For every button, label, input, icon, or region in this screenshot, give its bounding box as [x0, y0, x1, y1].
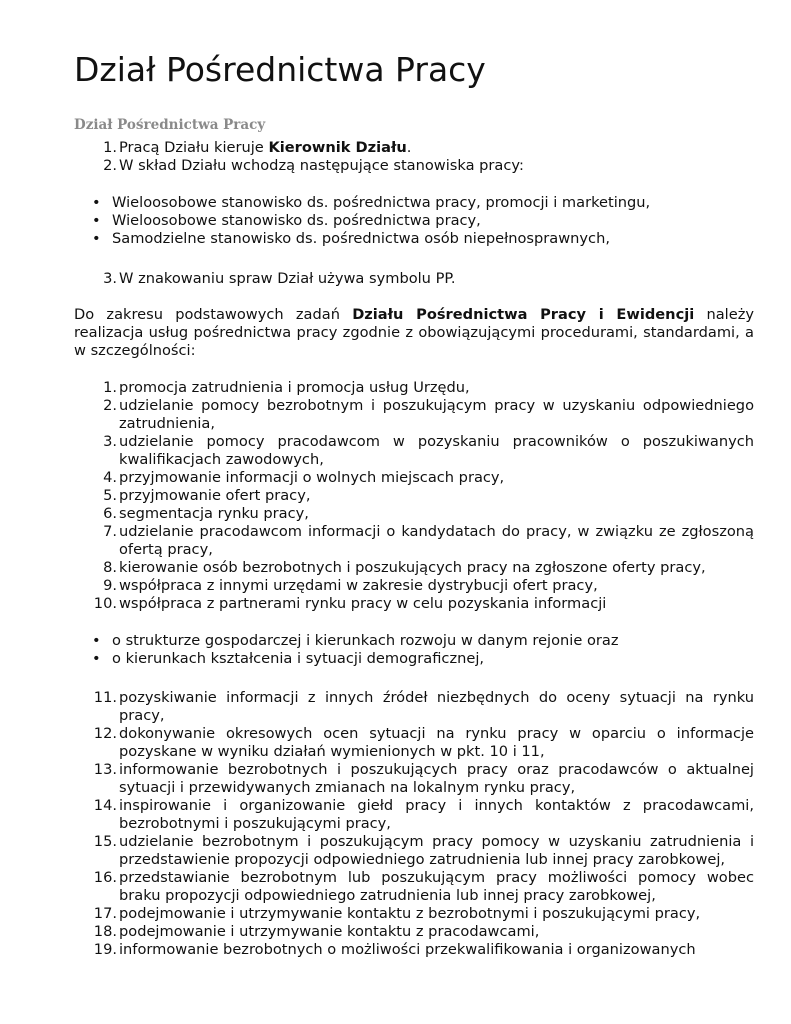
- bullet-item: [74, 650, 754, 668]
- bullet-item: [74, 212, 754, 230]
- list-number: 2.: [103, 397, 117, 414]
- page-title: Dział Pośrednictwa Pracy: [74, 50, 486, 89]
- bullet-icon: •: [92, 230, 101, 247]
- list-item: [74, 869, 754, 905]
- list-number: 18.: [93, 923, 117, 940]
- list-number: 3.: [103, 433, 117, 450]
- bullet-item: [74, 194, 754, 212]
- paragraph-text-start: Do zakresu podstawowych zadań: [74, 306, 353, 323]
- bullet-text: Wieloosobowe stanowisko ds. pośrednictwa pracy, promocji i marketingu,: [112, 194, 651, 211]
- info-bullet-list: [74, 632, 754, 668]
- task-text: przyjmowanie informacji o wolnych miejscach pracy,: [119, 469, 505, 486]
- list-number: 3.: [103, 270, 117, 287]
- list-item-text: W skład Działu wchodzą następujące stanowiska pracy:: [119, 157, 524, 174]
- list-number: 1.: [103, 379, 117, 396]
- bullet-icon: •: [92, 194, 101, 211]
- list-item: [74, 833, 754, 869]
- scope-paragraph: [74, 306, 754, 360]
- positions-list: [74, 194, 754, 248]
- list-number: 1.: [103, 139, 117, 156]
- list-item: [74, 469, 754, 487]
- bullet-item: [74, 230, 754, 248]
- list-item-text: W znakowaniu spraw Dział używa symbolu PP.: [119, 270, 456, 287]
- list-item: [74, 725, 754, 761]
- tasks-list-11-19: [74, 689, 754, 959]
- list-number: 14.: [93, 797, 117, 814]
- list-number: 2.: [103, 157, 117, 174]
- list-item: [74, 577, 754, 595]
- department-name-bold: Działu Pośrednictwa Pracy i Ewidencji: [352, 306, 695, 323]
- bullet-icon: •: [92, 650, 101, 667]
- bullet-text: o kierunkach kształcenia i sytuacji demograficznej,: [112, 650, 485, 667]
- list-item: [74, 923, 754, 941]
- list-number: 12.: [93, 725, 117, 742]
- task-text: informowanie bezrobotnych i poszukujących pracy oraz pracodawców o aktualnej sytuacji i przewidywanych zmianach na lokalnym rynku pracy,: [119, 761, 754, 796]
- task-text: udzielanie pomocy pracodawcom w pozyskaniu pracowników o poszukiwanych kwalifikacjach zawodowych,: [119, 433, 754, 468]
- list-number: 4.: [103, 469, 117, 486]
- paragraph-text-end: należy realizacja usług pośrednictwa pracy zgodnie z obowiązującymi procedurami, standardami, a w szczególności:: [74, 306, 754, 359]
- list-item: [74, 379, 754, 397]
- task-text: współpraca z partnerami rynku pracy w celu pozyskania informacji: [119, 595, 607, 612]
- task-text: współpraca z innymi urzędami w zakresie dystrybucji ofert pracy,: [119, 577, 598, 594]
- task-text: przedstawianie bezrobotnym lub poszukującym pracy możliwości pomocy wobec braku propozycji odpowiedniego zatrudnienia lub innej pracy zarobkowej,: [119, 869, 754, 904]
- list-number: 19.: [93, 941, 117, 958]
- list-number: 16.: [93, 869, 117, 886]
- bullet-text: o strukturze gospodarczej i kierunkach rozwoju w danym rejonie oraz: [112, 632, 619, 649]
- list-item: [74, 523, 754, 559]
- task-text: segmentacja rynku pracy,: [119, 505, 309, 522]
- list-number: 5.: [103, 487, 117, 504]
- list-item: [74, 761, 754, 797]
- list-item: [74, 905, 754, 923]
- task-text: udzielanie pomocy bezrobotnym i poszukującym pracy w uzyskaniu odpowiedniego zatrudnienia,: [119, 397, 754, 432]
- task-text: dokonywanie okresowych ocen sytuacji na rynku pracy w oparciu o informacje pozyskane w wyniku działań wymienionych w pkt. 10 i 11,: [119, 725, 754, 760]
- list-number: 17.: [93, 905, 117, 922]
- task-text: przyjmowanie ofert pracy,: [119, 487, 311, 504]
- list-item-text: Pracą Działu kieruje: [119, 139, 269, 156]
- list-number: 9.: [103, 577, 117, 594]
- bullet-item: [74, 632, 754, 650]
- list-number: 15.: [93, 833, 117, 850]
- list-item: [74, 689, 754, 725]
- list-item: [74, 505, 754, 523]
- list-item-text-end: .: [406, 139, 412, 156]
- list-item: [74, 157, 754, 175]
- list-item-bold: Kierownik Działu: [268, 139, 407, 156]
- bullet-text: Samodzielne stanowisko ds. pośrednictwa osób niepełnosprawnych,: [112, 230, 610, 247]
- task-text: kierowanie osób bezrobotnych i poszukujących pracy na zgłoszone oferty pracy,: [119, 559, 706, 576]
- bullet-icon: •: [92, 632, 101, 649]
- task-text: udzielanie pracodawcom informacji o kandydatach do pracy, w związku ze zgłoszoną ofertą pracy,: [119, 523, 754, 558]
- list-item: [74, 595, 754, 613]
- list-number: 11.: [93, 689, 117, 706]
- intro-list: [74, 139, 754, 175]
- task-text: promocja zatrudnienia i promocja usług Urzędu,: [119, 379, 470, 396]
- task-text: inspirowanie i organizowanie giełd pracy i innych kontaktów z pracodawcami, bezrobotnymi i poszukującymi pracy,: [119, 797, 754, 832]
- list-item: [74, 397, 754, 433]
- task-text: informowanie bezrobotnych o możliwości przekwalifikowania i organizowanych: [119, 941, 696, 958]
- task-text: pozyskiwanie informacji z innych źródeł niezbędnych do oceny sytuacji na rynku pracy,: [119, 689, 754, 724]
- task-text: podejmowanie i utrzymywanie kontaktu z pracodawcami,: [119, 923, 540, 940]
- task-text: podejmowanie i utrzymywanie kontaktu z bezrobotnymi i poszukującymi pracy,: [119, 905, 701, 922]
- list-number: 6.: [103, 505, 117, 522]
- bullet-text: Wieloosobowe stanowisko ds. pośrednictwa pracy,: [112, 212, 481, 229]
- list-item: [74, 797, 754, 833]
- list-number: 13.: [93, 761, 117, 778]
- tasks-list-1-10: [74, 379, 754, 613]
- list-item: [74, 433, 754, 469]
- task-text: udzielanie bezrobotnym i poszukującym pracy pomocy w uzyskaniu zatrudnienia i przedstawienie propozycji odpowiedniego zatrudnienia lub innej pracy zarobkowej,: [119, 833, 754, 868]
- list-number: 10.: [93, 595, 117, 612]
- section-subheading: Dział Pośrednictwa Pracy: [74, 117, 266, 133]
- intro-item-3: [74, 270, 754, 288]
- list-number: 7.: [103, 523, 117, 540]
- list-item: [74, 487, 754, 505]
- list-number: 8.: [103, 559, 117, 576]
- list-item: [74, 941, 754, 959]
- list-item: [74, 559, 754, 577]
- bullet-icon: •: [92, 212, 101, 229]
- list-item: [74, 139, 754, 157]
